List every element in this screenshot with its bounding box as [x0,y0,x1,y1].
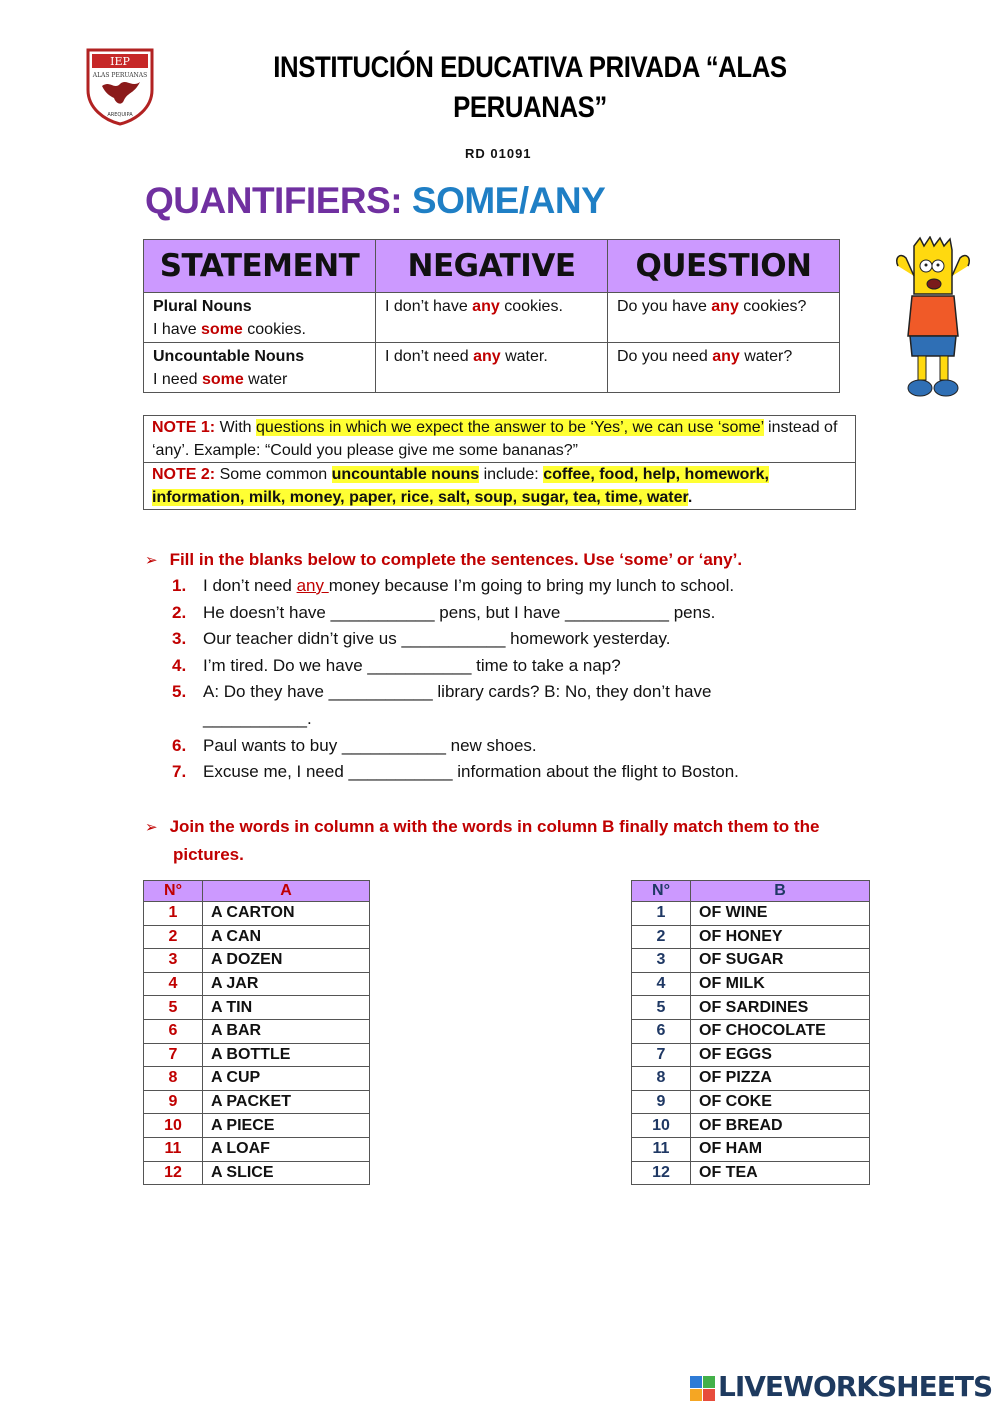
row-word[interactable]: OF HAM [691,1137,870,1161]
row-label: Uncountable Nouns [153,348,305,365]
footer-brand[interactable]: LIVEWORKSHEETS [718,1370,993,1403]
row-word[interactable]: OF BREAD [691,1114,870,1138]
row-number: 7 [144,1043,203,1067]
row-number: 4 [144,972,203,996]
negative-cell [376,343,608,393]
row-number: 8 [632,1067,691,1091]
row-word[interactable]: A JAR [203,972,370,996]
row-word[interactable]: OF PIZZA [691,1067,870,1091]
row-number: 2 [632,925,691,949]
negative-cell [376,293,608,343]
table-row [144,996,370,1020]
table-row [632,972,870,996]
item-number: 2. [172,603,187,622]
sentence[interactable]: Excuse me, I need ___________ information about the flight to Boston. [203,762,739,781]
question-cell [608,293,840,343]
table-row [632,1043,870,1067]
row-number: 1 [144,902,203,926]
text: I need [153,371,202,388]
list-item [172,572,734,599]
row-word[interactable]: OF HONEY [691,925,870,949]
text: cookies. [242,321,306,338]
note-row [144,463,856,510]
table-row [632,925,870,949]
header-a: A [203,881,370,902]
logo-city: AREQUIPA [107,112,133,118]
notes-box [143,415,856,510]
arrow-icon: ➢ [145,819,158,836]
sentence[interactable]: A: Do they have ___________ library cards? B: No, they don’t have [203,682,712,701]
row-word[interactable]: OF COKE [691,1090,870,1114]
column-a-table [143,880,370,1185]
row-number: 11 [144,1137,203,1161]
title-part1: QUANTIFIERS: [145,180,412,221]
row-word[interactable]: OF SUGAR [691,949,870,973]
text: I don’t need [385,348,474,365]
note-row [144,416,856,463]
table-row [144,1067,370,1091]
row-word[interactable]: A CARTON [203,902,370,926]
item-number: 6. [172,736,187,755]
table-row [632,949,870,973]
cartoon-boy-image [892,236,974,402]
sentence[interactable]: I’m tired. Do we have ___________ time to take a nap? [203,656,621,675]
sentence[interactable]: He doesn’t have ___________ pens, but I have ___________ pens. [203,603,716,622]
row-word[interactable]: OF MILK [691,972,870,996]
table-row [144,972,370,996]
note-1 [144,416,856,463]
note-label: NOTE 1: [152,419,216,436]
row-word[interactable]: OF SARDINES [691,996,870,1020]
highlight: questions in which we expect the answer to be ‘Yes’, we can use ‘some’ [256,419,764,436]
list-item [172,732,537,759]
row-word[interactable]: A SLICE [203,1161,370,1185]
keyword: any [472,298,500,315]
row-word[interactable]: A BAR [203,1019,370,1043]
note-label: NOTE 2: [152,466,216,483]
item-number: 1. [172,576,187,595]
column-b-table [631,880,870,1185]
question-cell [608,343,840,393]
row-word[interactable]: A TIN [203,996,370,1020]
row-word[interactable]: A DOZEN [203,949,370,973]
keyword: any [711,298,739,315]
arrow-icon: ➢ [145,552,158,569]
row-number: 1 [632,902,691,926]
list-item [172,652,621,679]
statement-cell [144,343,376,393]
row-number: 5 [632,996,691,1020]
text: money because I’m going to bring my lunch to school. [328,576,735,595]
row-word[interactable]: A BOTTLE [203,1043,370,1067]
text: I have [153,321,202,338]
list-item [172,758,739,785]
keyword: some [201,371,244,388]
row-number: 10 [144,1114,203,1138]
highlight: uncountable nouns [331,466,480,483]
text: include: [479,466,544,483]
table-row [144,343,840,393]
instruction-text: Join the words in column a with the words in column B finally match them to the pictures. [169,817,820,864]
row-number: 11 [632,1137,691,1161]
table-row [632,1137,870,1161]
text: water [243,371,288,388]
school-name: INSTITUCIÓN EDUCATIVA PRIVADA “ALAS PERUANAS” [273,51,787,124]
text: instead of ‘any’. Example: “Could you please give me some bananas?” [152,419,838,459]
exercise2-instruction [145,813,893,868]
sentence[interactable]: Paul wants to buy ___________ new shoes. [203,736,537,755]
item-number: 5. [172,682,187,701]
text: water. [500,348,548,365]
row-number: 10 [632,1114,691,1138]
row-number: 12 [632,1161,691,1185]
text: Do you need [617,348,713,365]
row-number: 4 [632,972,691,996]
text: water? [739,348,793,365]
row-word[interactable]: A CUP [203,1067,370,1091]
row-number: 3 [144,949,203,973]
table-row [144,949,370,973]
row-number: 9 [632,1090,691,1114]
logo-subtitle: ALAS PERUANAS [92,72,148,79]
row-word[interactable]: A LOAF [203,1137,370,1161]
header-number: N° [632,881,691,902]
instruction-text: Fill in the blanks below to complete the sentences. Use ‘some’ or ‘any’. [169,550,743,569]
liveworksheets-logo-icon [690,1376,716,1402]
list-item [172,599,715,626]
header-b: B [691,881,870,902]
table-row [632,1161,870,1185]
quantifier-table [143,239,840,393]
table-row [144,1114,370,1138]
table-row [632,996,870,1020]
row-number: 6 [144,1019,203,1043]
row-number: 5 [144,996,203,1020]
table-row [144,1043,370,1067]
table-row [632,1067,870,1091]
table-row [144,1090,370,1114]
title-part2: SOME/ANY [411,180,606,221]
header-statement: STATEMENT [144,240,376,293]
page-title [145,180,605,222]
row-number: 12 [144,1161,203,1185]
table-row [144,293,840,343]
list-item [172,678,711,732]
sentence-continued[interactable]: ___________. [203,709,312,728]
rd-code: RD 01091 [465,146,532,161]
exercise1-instruction [145,546,742,574]
row-number: 8 [144,1067,203,1091]
text: . [687,489,693,506]
table-row [144,1137,370,1161]
text: Some common [215,466,332,483]
text: cookies. [499,298,563,315]
text: cookies? [738,298,807,315]
row-word[interactable]: OF CHOCOLATE [691,1019,870,1043]
header-question: QUESTION [608,240,840,293]
table-row [144,902,370,926]
row-number: 2 [144,925,203,949]
table-row [632,902,870,926]
item-number: 3. [172,629,187,648]
row-word[interactable]: A PACKET [203,1090,370,1114]
text: I don’t need [203,576,297,595]
text: I don’t have [385,298,473,315]
row-number: 9 [144,1090,203,1114]
logo-text: IEP [110,55,130,68]
row-number: 3 [632,949,691,973]
row-word[interactable]: A PIECE [203,1114,370,1138]
note-2 [144,463,856,510]
row-word[interactable]: OF EGGS [691,1043,870,1067]
table-row [144,1161,370,1185]
header-number: N° [144,881,203,902]
item-number: 7. [172,762,187,781]
keyword: any [473,348,501,365]
row-word[interactable]: A CAN [203,925,370,949]
keyword: some [201,321,243,338]
row-number: 6 [632,1019,691,1043]
list-item [172,625,670,652]
keyword: any [712,348,740,365]
highlight: coffee, food, help, homework, information, milk, money, paper, rice, salt, soup, sugar, tea, time, water [152,466,769,506]
row-number: 7 [632,1043,691,1067]
row-word[interactable]: OF TEA [691,1161,870,1185]
table-row [632,1090,870,1114]
school-logo [84,46,156,126]
table-row [632,1114,870,1138]
statement-cell [144,293,376,343]
answer-blank[interactable]: any [296,576,329,595]
item-number: 4. [172,656,187,675]
text: Do you have [617,298,712,315]
table-row [632,1019,870,1043]
row-word[interactable]: OF WINE [691,902,870,926]
sentence[interactable]: Our teacher didn’t give us ___________ homework yesterday. [203,629,671,648]
table-row [144,1019,370,1043]
header-negative: NEGATIVE [376,240,608,293]
table-row [144,925,370,949]
row-label: Plural Nouns [153,298,252,315]
text: With [215,419,257,436]
